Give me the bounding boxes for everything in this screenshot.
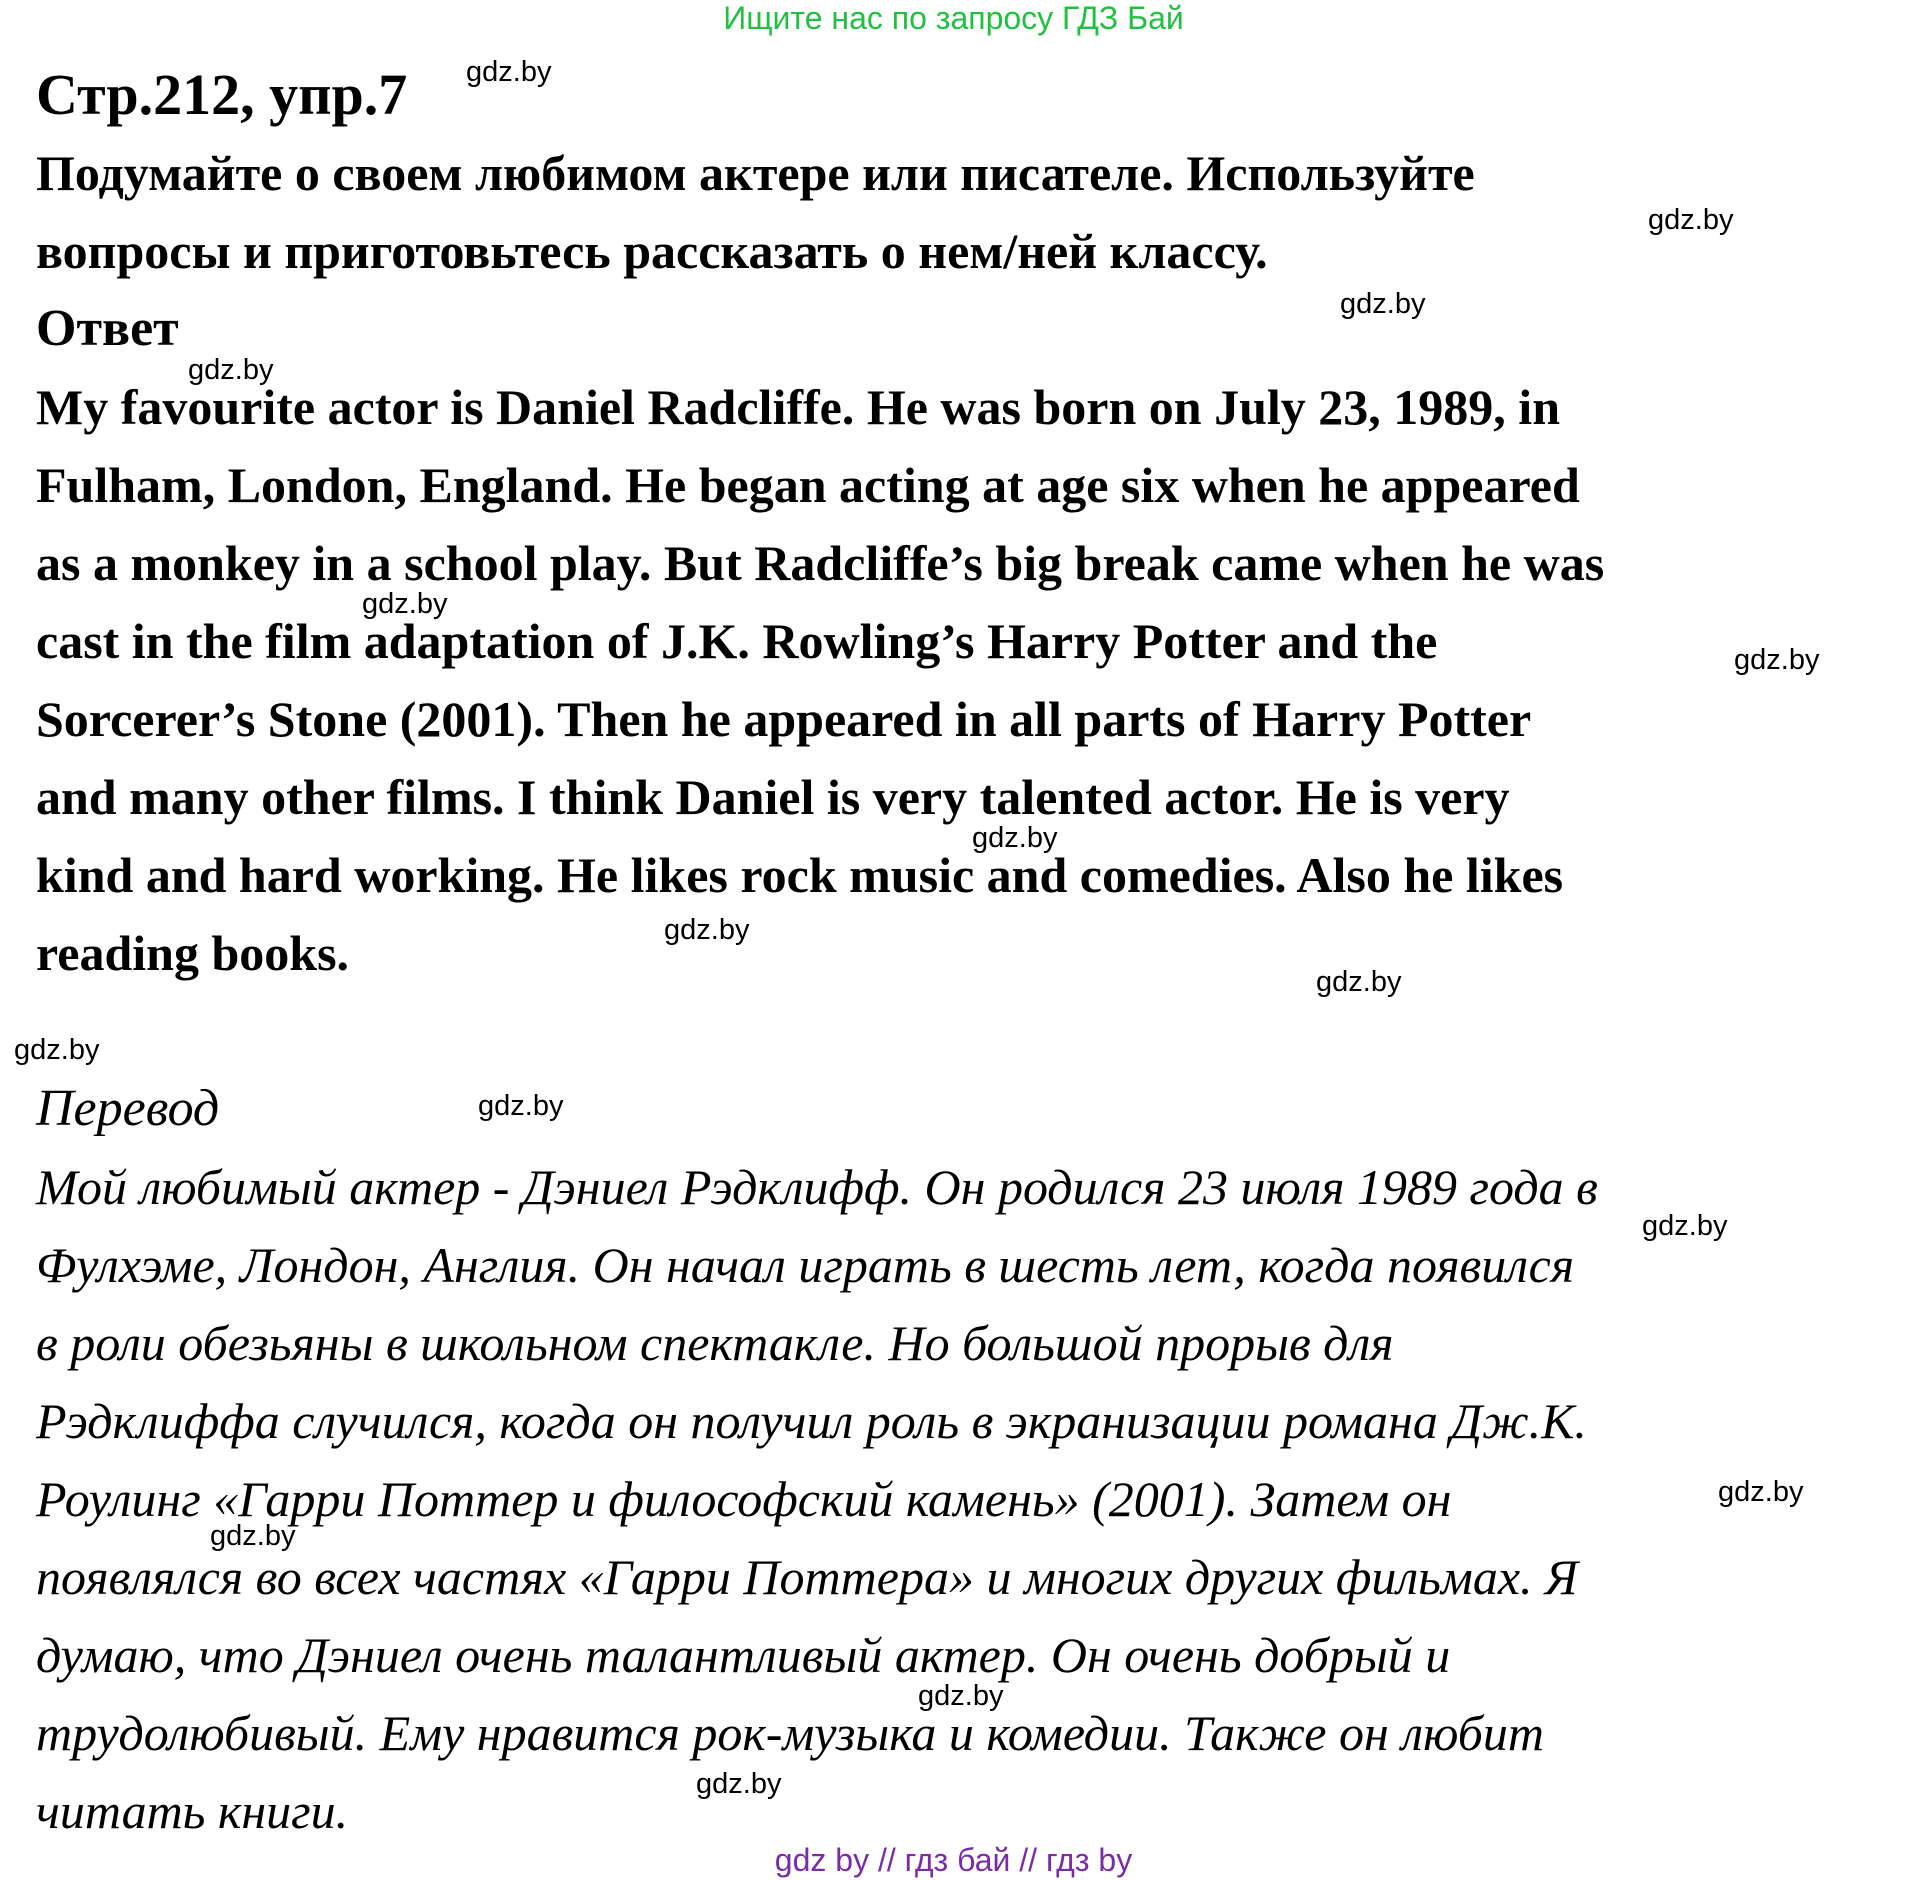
translation-line: в роли обезьяны в школьном спектакле. Но большой прорыв для <box>36 1315 1394 1371</box>
watermark: gdz.by <box>664 914 750 946</box>
translation-line: Роулинг «Гарри Поттер и философский камень» (2001). Затем он <box>36 1471 1452 1527</box>
watermark: gdz.by <box>1316 966 1402 998</box>
answer-line: kind and hard working. He likes rock music and comedies. Also he likes <box>36 847 1564 903</box>
footer-links: gdz by // гдз бай // гдз by <box>774 1842 1133 1878</box>
watermark: gdz.by <box>478 1090 564 1122</box>
translation-line: Рэдклиффа случился, когда он получил роль в экранизации романа Дж.К. <box>36 1393 1587 1449</box>
top-banner: Ищите нас по запросу ГДЗ Бай <box>723 0 1184 36</box>
task-line: Подумайте о своем любимом актере или писателе. Используйте <box>36 145 1475 201</box>
answer-line: Fulham, London, England. He began acting at age six when he appeared <box>36 457 1580 513</box>
translation-text <box>36 1148 1598 1850</box>
translation-line: Мой любимый актер - Дэниел Рэдклифф. Он родился 23 июля 1989 года в <box>36 1159 1598 1215</box>
watermark: gdz.by <box>1340 288 1426 320</box>
watermark: gdz.by <box>362 588 448 620</box>
watermark: gdz.by <box>210 1520 296 1552</box>
task-text <box>36 134 1886 290</box>
answer-text <box>36 368 1886 992</box>
answer-line: Sorcerer’s Stone (2001). Then he appeared in all parts of Harry Potter <box>36 691 1532 747</box>
translation-line: думаю, что Дэниел очень талантливый актер. Он очень добрый и <box>36 1627 1451 1683</box>
watermark: gdz.by <box>1734 644 1820 676</box>
translation-line: трудолюбивый. Ему нравится рок-музыка и комедии. Также он любит <box>36 1705 1544 1761</box>
answer-line: reading books. <box>36 925 350 981</box>
translation-label: Перевод <box>36 1080 220 1137</box>
watermark: gdz.by <box>466 56 552 88</box>
answer-line: My favourite actor is Daniel Radcliffe. He was born on July 23, 1989, in <box>36 379 1560 435</box>
translation-line: Фулхэме, Лондон, Англия. Он начал играть в шесть лет, когда появился <box>36 1237 1575 1293</box>
watermark: gdz.by <box>1718 1476 1804 1508</box>
answer-line: as a monkey in a school play. But Radcliffe’s big break came when he was <box>36 535 1605 591</box>
watermark: gdz.by <box>1648 204 1734 236</box>
translation-line: появлялся во всех частях «Гарри Поттера» и многих других фильмах. Я <box>36 1549 1578 1605</box>
translation-line: читать книги. <box>36 1783 349 1839</box>
answer-label: Ответ <box>36 300 179 357</box>
page-heading: Стр.212, упр.7 <box>36 62 408 127</box>
answer-line: and many other films. I think Daniel is very talented actor. He is very <box>36 769 1510 825</box>
watermark: gdz.by <box>918 1680 1004 1712</box>
answer-line: cast in the film adaptation of J.K. Rowling’s Harry Potter and the <box>36 613 1438 669</box>
watermark: gdz.by <box>972 822 1058 854</box>
watermark: gdz.by <box>696 1768 782 1800</box>
watermark: gdz.by <box>188 354 274 386</box>
watermark: gdz.by <box>14 1034 100 1066</box>
watermark: gdz.by <box>1642 1210 1728 1242</box>
task-line: вопросы и приготовьтесь рассказать о нем/ней классу. <box>36 223 1268 279</box>
